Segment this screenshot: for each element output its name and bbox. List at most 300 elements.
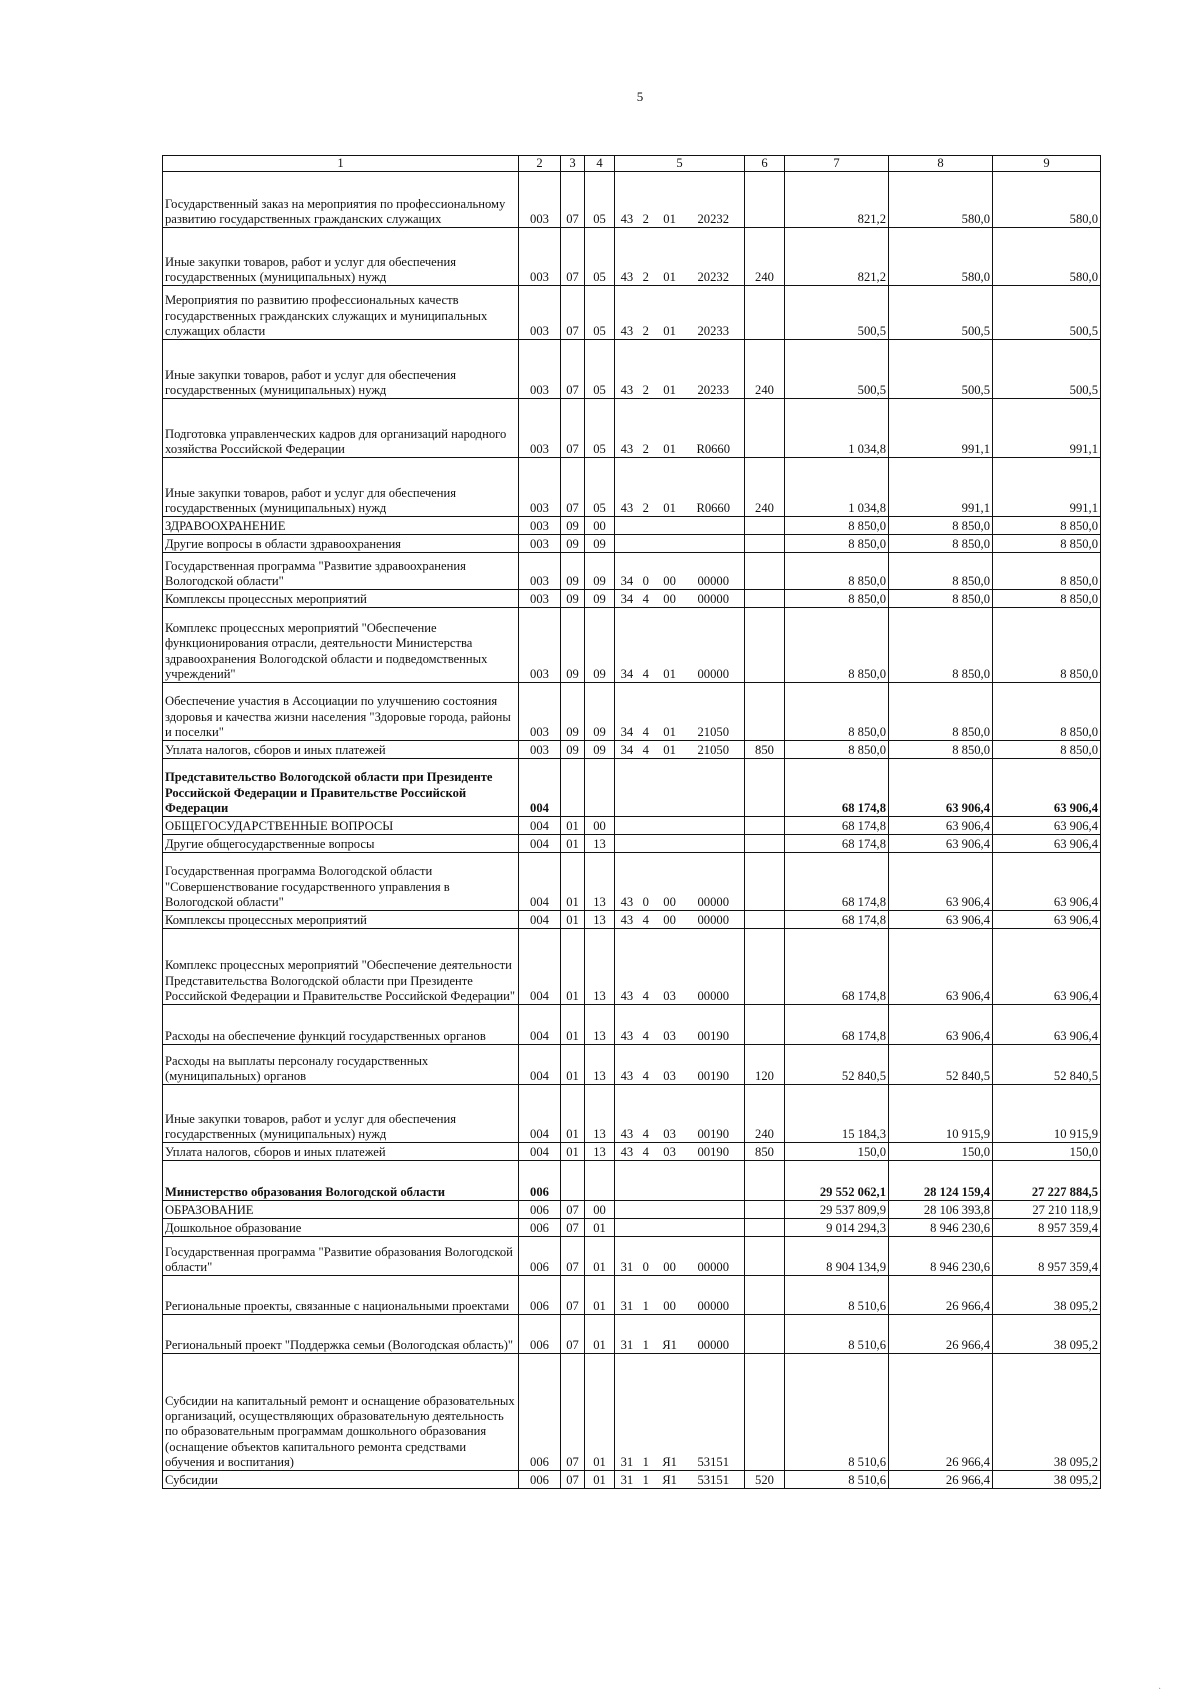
cell-subsection: 05 xyxy=(585,458,615,517)
cell-amount-year2: 63 906,4 xyxy=(889,759,993,817)
target-article-part: 21050 xyxy=(697,743,729,757)
cell-subsection: 13 xyxy=(585,1143,615,1161)
table-row xyxy=(163,286,1101,340)
target-article-part: 00000 xyxy=(697,667,729,681)
target-article-part: R0660 xyxy=(696,442,731,456)
page-number: 5 xyxy=(636,89,644,104)
row-name: Государственная программа Вологодской области "Совершенствование государственного управления в Вологодской области" xyxy=(163,853,519,911)
row-name: Дошкольное образование xyxy=(163,1219,519,1237)
edge-mark: · xyxy=(1158,1684,1162,1695)
cell-amount-year2: 63 906,4 xyxy=(889,817,993,835)
header-cell: 2 xyxy=(519,156,561,172)
cell-section: 01 xyxy=(561,853,585,911)
target-article-part: 00190 xyxy=(697,1145,729,1159)
cell-amount-year3: 38 095,2 xyxy=(993,1315,1101,1354)
cell-target-article xyxy=(615,1201,745,1219)
row-name: ОБРАЗОВАНИЕ xyxy=(163,1201,519,1219)
row-name: Расходы на обеспечение функций государственных органов xyxy=(163,1005,519,1045)
table-row xyxy=(163,1201,1101,1219)
cell-amount-year1: 68 174,8 xyxy=(785,835,889,853)
cell-target-article xyxy=(615,1237,745,1276)
cell-amount-year1: 150,0 xyxy=(785,1143,889,1161)
cell-target-article xyxy=(615,817,745,835)
table-row xyxy=(163,683,1101,741)
target-article-part: 34 xyxy=(620,574,634,588)
cell-expense-type: 240 xyxy=(745,1085,785,1143)
cell-subsection: 05 xyxy=(585,340,615,399)
cell-section xyxy=(561,759,585,817)
cell-target-article xyxy=(615,1471,745,1489)
cell-ministry-code: 003 xyxy=(519,340,561,399)
target-article-part: 01 xyxy=(663,383,676,397)
cell-amount-year3: 63 906,4 xyxy=(993,835,1101,853)
cell-expense-type xyxy=(745,1201,785,1219)
cell-target-article xyxy=(615,929,745,1005)
cell-amount-year3: 27 227 884,5 xyxy=(993,1161,1101,1201)
cell-subsection: 13 xyxy=(585,911,615,929)
cell-amount-year3: 991,1 xyxy=(993,458,1101,517)
cell-subsection: 01 xyxy=(585,1237,615,1276)
cell-amount-year2: 8 850,0 xyxy=(889,517,993,535)
cell-expense-type: 120 xyxy=(745,1045,785,1085)
table-row xyxy=(163,608,1101,683)
cell-amount-year2: 150,0 xyxy=(889,1143,993,1161)
target-article-part: 43 xyxy=(620,1127,634,1141)
target-article-part: 0 xyxy=(642,574,649,588)
table-row xyxy=(163,835,1101,853)
cell-expense-type xyxy=(745,835,785,853)
header-cell: 5 xyxy=(615,156,745,172)
cell-subsection: 09 xyxy=(585,553,615,590)
cell-amount-year1: 68 174,8 xyxy=(785,853,889,911)
cell-amount-year2: 63 906,4 xyxy=(889,1005,993,1045)
table-row xyxy=(163,911,1101,929)
cell-expense-type xyxy=(745,286,785,340)
cell-section: 07 xyxy=(561,1276,585,1315)
cell-amount-year3: 63 906,4 xyxy=(993,929,1101,1005)
cell-expense-type: 240 xyxy=(745,340,785,399)
cell-expense-type xyxy=(745,399,785,458)
target-article-part: 43 xyxy=(620,212,634,226)
table-row xyxy=(163,1219,1101,1237)
table-row xyxy=(163,517,1101,535)
row-name: Другие общегосударственные вопросы xyxy=(163,835,519,853)
cell-section: 07 xyxy=(561,1471,585,1489)
cell-amount-year2: 52 840,5 xyxy=(889,1045,993,1085)
row-name: Другие вопросы в области здравоохранения xyxy=(163,535,519,553)
cell-amount-year1: 68 174,8 xyxy=(785,911,889,929)
target-article-part: 34 xyxy=(620,743,634,757)
target-article-part: 00000 xyxy=(697,1260,729,1274)
cell-ministry-code: 004 xyxy=(519,1045,561,1085)
table-row xyxy=(163,172,1101,228)
target-article-part: 00000 xyxy=(697,592,729,606)
target-article-part: 0 xyxy=(642,1260,649,1274)
target-article-part: 31 xyxy=(620,1338,634,1352)
cell-expense-type xyxy=(745,817,785,835)
target-article-part: 20232 xyxy=(697,212,729,226)
cell-amount-year2: 991,1 xyxy=(889,399,993,458)
target-article-part: 2 xyxy=(642,324,649,338)
cell-ministry-code: 004 xyxy=(519,911,561,929)
cell-expense-type: 850 xyxy=(745,1143,785,1161)
cell-amount-year1: 15 184,3 xyxy=(785,1085,889,1143)
cell-section: 07 xyxy=(561,286,585,340)
cell-ministry-code: 004 xyxy=(519,817,561,835)
cell-target-article xyxy=(615,1161,745,1201)
row-name: Уплата налогов, сборов и иных платежей xyxy=(163,741,519,759)
cell-amount-year3: 580,0 xyxy=(993,228,1101,286)
cell-amount-year3: 8 957 359,4 xyxy=(993,1237,1101,1276)
cell-amount-year2: 580,0 xyxy=(889,228,993,286)
target-article-part: 4 xyxy=(642,667,649,681)
cell-amount-year1: 8 510,6 xyxy=(785,1354,889,1471)
target-article-part: Я1 xyxy=(662,1455,677,1469)
table-row xyxy=(163,590,1101,608)
table-row xyxy=(163,853,1101,911)
cell-amount-year3: 27 210 118,9 xyxy=(993,1201,1101,1219)
cell-expense-type xyxy=(745,517,785,535)
cell-amount-year1: 29 552 062,1 xyxy=(785,1161,889,1201)
row-name: Комплекс процессных мероприятий "Обеспечение функционирования отрасли, деятельности Министерства здравоохранения Вологодской области и подведомственных учреждений" xyxy=(163,608,519,683)
target-article-part: 4 xyxy=(642,1029,649,1043)
cell-amount-year3: 63 906,4 xyxy=(993,853,1101,911)
target-article-part: 53151 xyxy=(697,1473,729,1487)
cell-section: 07 xyxy=(561,1219,585,1237)
cell-section: 09 xyxy=(561,535,585,553)
cell-section: 01 xyxy=(561,929,585,1005)
cell-amount-year1: 821,2 xyxy=(785,172,889,228)
cell-subsection: 09 xyxy=(585,590,615,608)
target-article-part: 4 xyxy=(642,913,649,927)
target-article-part: 4 xyxy=(642,592,649,606)
cell-section: 07 xyxy=(561,1315,585,1354)
cell-amount-year1: 68 174,8 xyxy=(785,759,889,817)
cell-amount-year3: 580,0 xyxy=(993,172,1101,228)
target-article-part: 20233 xyxy=(697,324,729,338)
cell-subsection: 05 xyxy=(585,399,615,458)
row-name: Расходы на выплаты персоналу государственных (муниципальных) органов xyxy=(163,1045,519,1085)
cell-amount-year1: 1 034,8 xyxy=(785,399,889,458)
target-article-part: 43 xyxy=(620,442,634,456)
target-article-part: 4 xyxy=(642,1145,649,1159)
cell-ministry-code: 003 xyxy=(519,535,561,553)
cell-amount-year3: 38 095,2 xyxy=(993,1354,1101,1471)
row-name: Иные закупки товаров, работ и услуг для обеспечения государственных (муниципальных) нужд xyxy=(163,1085,519,1143)
target-article-part: 03 xyxy=(663,1029,676,1043)
table-body xyxy=(163,172,1101,1489)
cell-subsection xyxy=(585,759,615,817)
cell-section: 07 xyxy=(561,172,585,228)
cell-amount-year3: 8 850,0 xyxy=(993,517,1101,535)
target-article-part: 31 xyxy=(620,1299,634,1313)
cell-section: 09 xyxy=(561,517,585,535)
budget-table xyxy=(162,155,1101,1489)
cell-amount-year3: 10 915,9 xyxy=(993,1085,1101,1143)
cell-ministry-code: 006 xyxy=(519,1315,561,1354)
table-row xyxy=(163,340,1101,399)
cell-amount-year3: 63 906,4 xyxy=(993,1005,1101,1045)
cell-expense-type xyxy=(745,1237,785,1276)
cell-subsection: 13 xyxy=(585,835,615,853)
cell-ministry-code: 006 xyxy=(519,1471,561,1489)
cell-expense-type xyxy=(745,759,785,817)
target-article-part: 00 xyxy=(663,913,676,927)
cell-amount-year1: 500,5 xyxy=(785,340,889,399)
target-article-part: 1 xyxy=(642,1338,649,1352)
cell-section: 07 xyxy=(561,399,585,458)
target-article-part: 03 xyxy=(663,989,676,1003)
cell-amount-year1: 29 537 809,9 xyxy=(785,1201,889,1219)
row-name: Комплекс процессных мероприятий "Обеспечение деятельности Представительства Вологодской области при Президенте Российской Федерации и Правительстве Российской Федерации" xyxy=(163,929,519,1005)
cell-subsection: 01 xyxy=(585,1315,615,1354)
target-article-part: 1 xyxy=(642,1299,649,1313)
cell-expense-type xyxy=(745,929,785,1005)
cell-expense-type xyxy=(745,608,785,683)
cell-ministry-code: 006 xyxy=(519,1237,561,1276)
cell-subsection: 00 xyxy=(585,817,615,835)
cell-target-article xyxy=(615,1045,745,1085)
target-article-part: 2 xyxy=(642,383,649,397)
target-article-part: 43 xyxy=(620,913,634,927)
cell-expense-type xyxy=(745,172,785,228)
cell-section: 07 xyxy=(561,1237,585,1276)
target-article-part: 31 xyxy=(620,1455,634,1469)
table-row xyxy=(163,1143,1101,1161)
target-article-part: 00000 xyxy=(697,895,729,909)
table-row xyxy=(163,1276,1101,1315)
cell-amount-year3: 8 957 359,4 xyxy=(993,1219,1101,1237)
cell-target-article xyxy=(615,741,745,759)
cell-amount-year3: 63 906,4 xyxy=(993,817,1101,835)
cell-amount-year1: 68 174,8 xyxy=(785,929,889,1005)
target-article-part: 4 xyxy=(642,743,649,757)
cell-section: 01 xyxy=(561,1143,585,1161)
cell-target-article xyxy=(615,399,745,458)
cell-amount-year1: 8 850,0 xyxy=(785,535,889,553)
cell-subsection: 13 xyxy=(585,1085,615,1143)
header-row xyxy=(163,156,1101,172)
cell-amount-year2: 26 966,4 xyxy=(889,1354,993,1471)
target-article-part: 2 xyxy=(642,212,649,226)
header-cell: 4 xyxy=(585,156,615,172)
target-article-part: 00 xyxy=(663,1260,676,1274)
cell-ministry-code: 004 xyxy=(519,759,561,817)
target-article-part: 34 xyxy=(620,592,634,606)
target-article-part: 43 xyxy=(620,501,634,515)
row-name: Региональный проект "Поддержка семьи (Вологодская область)" xyxy=(163,1315,519,1354)
table-row xyxy=(163,1005,1101,1045)
row-name: ОБЩЕГОСУДАРСТВЕННЫЕ ВОПРОСЫ xyxy=(163,817,519,835)
cell-ministry-code: 004 xyxy=(519,1143,561,1161)
cell-amount-year3: 8 850,0 xyxy=(993,535,1101,553)
header-cell: 6 xyxy=(745,156,785,172)
target-article-part: 2 xyxy=(642,501,649,515)
cell-target-article xyxy=(615,517,745,535)
cell-amount-year1: 8 904 134,9 xyxy=(785,1237,889,1276)
cell-ministry-code: 003 xyxy=(519,399,561,458)
target-article-part: 00000 xyxy=(697,989,729,1003)
cell-subsection: 01 xyxy=(585,1354,615,1471)
row-name: Субсидии на капитальный ремонт и оснащение образовательных организаций, осуществляющих образовательную деятельность по образовательным программам дошкольного образования (оснащение объектов капитального ремонта средствами обучения и воспитания) xyxy=(163,1354,519,1471)
target-article-part: 31 xyxy=(620,1260,634,1274)
cell-section: 01 xyxy=(561,835,585,853)
cell-ministry-code: 003 xyxy=(519,608,561,683)
target-article-part: 1 xyxy=(642,1473,649,1487)
cell-expense-type xyxy=(745,1005,785,1045)
cell-expense-type: 240 xyxy=(745,458,785,517)
cell-ministry-code: 004 xyxy=(519,1005,561,1045)
target-article-part: 00 xyxy=(663,592,676,606)
cell-ministry-code: 004 xyxy=(519,853,561,911)
cell-amount-year3: 52 840,5 xyxy=(993,1045,1101,1085)
cell-amount-year1: 8 850,0 xyxy=(785,590,889,608)
cell-expense-type xyxy=(745,1161,785,1201)
cell-ministry-code: 003 xyxy=(519,228,561,286)
cell-amount-year1: 8 850,0 xyxy=(785,517,889,535)
cell-ministry-code: 006 xyxy=(519,1219,561,1237)
cell-expense-type: 850 xyxy=(745,741,785,759)
cell-target-article xyxy=(615,553,745,590)
target-article-part: 43 xyxy=(620,989,634,1003)
row-name: Государственная программа "Развитие здравоохранения Вологодской области" xyxy=(163,553,519,590)
target-article-part: 34 xyxy=(620,725,634,739)
table-row xyxy=(163,1045,1101,1085)
target-article-part: 01 xyxy=(663,667,676,681)
target-article-part: 00190 xyxy=(697,1029,729,1043)
target-article-part: 2 xyxy=(642,270,649,284)
cell-subsection: 09 xyxy=(585,741,615,759)
target-article-part: 43 xyxy=(620,270,634,284)
cell-section: 07 xyxy=(561,228,585,286)
cell-amount-year2: 26 966,4 xyxy=(889,1276,993,1315)
cell-target-article xyxy=(615,835,745,853)
cell-amount-year2: 8 850,0 xyxy=(889,535,993,553)
table-row xyxy=(163,535,1101,553)
cell-amount-year2: 63 906,4 xyxy=(889,853,993,911)
cell-expense-type xyxy=(745,1219,785,1237)
target-article-part: 4 xyxy=(642,1127,649,1141)
target-article-part: 1 xyxy=(642,1455,649,1469)
target-article-part: R0660 xyxy=(696,501,731,515)
cell-amount-year1: 821,2 xyxy=(785,228,889,286)
cell-amount-year2: 8 850,0 xyxy=(889,683,993,741)
cell-ministry-code: 003 xyxy=(519,590,561,608)
cell-amount-year2: 8 850,0 xyxy=(889,608,993,683)
target-article-part: Я1 xyxy=(662,1473,677,1487)
table-row xyxy=(163,553,1101,590)
cell-ministry-code: 003 xyxy=(519,286,561,340)
cell-expense-type xyxy=(745,683,785,741)
target-article-part: 03 xyxy=(663,1127,676,1141)
row-name: Представительство Вологодской области при Президенте Российской Федерации и Правительстве Российской Федерации xyxy=(163,759,519,817)
target-article-part: 53151 xyxy=(697,1455,729,1469)
cell-expense-type xyxy=(745,1276,785,1315)
cell-ministry-code: 003 xyxy=(519,683,561,741)
cell-section: 01 xyxy=(561,911,585,929)
table-row xyxy=(163,929,1101,1005)
cell-section: 09 xyxy=(561,683,585,741)
cell-target-article xyxy=(615,608,745,683)
cell-subsection: 00 xyxy=(585,517,615,535)
cell-amount-year2: 500,5 xyxy=(889,340,993,399)
cell-subsection: 05 xyxy=(585,286,615,340)
cell-amount-year1: 8 850,0 xyxy=(785,608,889,683)
row-name: Комплексы процессных мероприятий xyxy=(163,590,519,608)
cell-amount-year3: 8 850,0 xyxy=(993,683,1101,741)
cell-target-article xyxy=(615,1005,745,1045)
table-row xyxy=(163,817,1101,835)
table-row xyxy=(163,1471,1101,1489)
cell-amount-year1: 9 014 294,3 xyxy=(785,1219,889,1237)
target-article-part: 2 xyxy=(642,442,649,456)
target-article-part: 01 xyxy=(663,743,676,757)
cell-ministry-code: 004 xyxy=(519,835,561,853)
target-article-part: 00000 xyxy=(697,913,729,927)
cell-expense-type: 240 xyxy=(745,228,785,286)
cell-target-article xyxy=(615,340,745,399)
target-article-part: 0 xyxy=(642,895,649,909)
target-article-part: 4 xyxy=(642,989,649,1003)
target-article-part: 43 xyxy=(620,383,634,397)
cell-section: 01 xyxy=(561,1005,585,1045)
cell-amount-year2: 8 850,0 xyxy=(889,553,993,590)
row-name: Уплата налогов, сборов и иных платежей xyxy=(163,1143,519,1161)
target-article-part: 00 xyxy=(663,895,676,909)
row-name: Государственная программа "Развитие образования Вологодской области" xyxy=(163,1237,519,1276)
cell-amount-year2: 8 946 230,6 xyxy=(889,1237,993,1276)
cell-amount-year2: 63 906,4 xyxy=(889,911,993,929)
row-name: Мероприятия по развитию профессиональных качеств государственных гражданских служащих и муниципальных служащих области xyxy=(163,286,519,340)
cell-ministry-code: 006 xyxy=(519,1354,561,1471)
cell-ministry-code: 006 xyxy=(519,1161,561,1201)
target-article-part: 43 xyxy=(620,1145,634,1159)
cell-target-article xyxy=(615,1354,745,1471)
cell-amount-year1: 68 174,8 xyxy=(785,1005,889,1045)
target-article-part: 34 xyxy=(620,667,634,681)
cell-expense-type xyxy=(745,590,785,608)
cell-ministry-code: 004 xyxy=(519,1085,561,1143)
target-article-part: 00190 xyxy=(697,1069,729,1083)
cell-ministry-code: 006 xyxy=(519,1276,561,1315)
cell-subsection: 13 xyxy=(585,1045,615,1085)
cell-target-article xyxy=(615,1219,745,1237)
cell-amount-year2: 28 124 159,4 xyxy=(889,1161,993,1201)
row-name: Субсидии xyxy=(163,1471,519,1489)
cell-section: 07 xyxy=(561,1354,585,1471)
cell-expense-type xyxy=(745,1315,785,1354)
cell-target-article xyxy=(615,286,745,340)
cell-ministry-code: 006 xyxy=(519,1201,561,1219)
table-row xyxy=(163,759,1101,817)
target-article-part: 20233 xyxy=(697,383,729,397)
table-row xyxy=(163,741,1101,759)
table-row xyxy=(163,1085,1101,1143)
target-article-part: 00000 xyxy=(697,1338,729,1352)
cell-ministry-code: 003 xyxy=(519,741,561,759)
cell-expense-type xyxy=(745,911,785,929)
cell-amount-year1: 8 850,0 xyxy=(785,553,889,590)
cell-amount-year2: 8 946 230,6 xyxy=(889,1219,993,1237)
target-article-part: 00 xyxy=(663,1299,676,1313)
target-article-part: 31 xyxy=(620,1473,634,1487)
target-article-part: 01 xyxy=(663,725,676,739)
cell-target-article xyxy=(615,911,745,929)
cell-amount-year1: 8 850,0 xyxy=(785,741,889,759)
cell-target-article xyxy=(615,683,745,741)
cell-subsection: 09 xyxy=(585,683,615,741)
cell-section: 09 xyxy=(561,608,585,683)
